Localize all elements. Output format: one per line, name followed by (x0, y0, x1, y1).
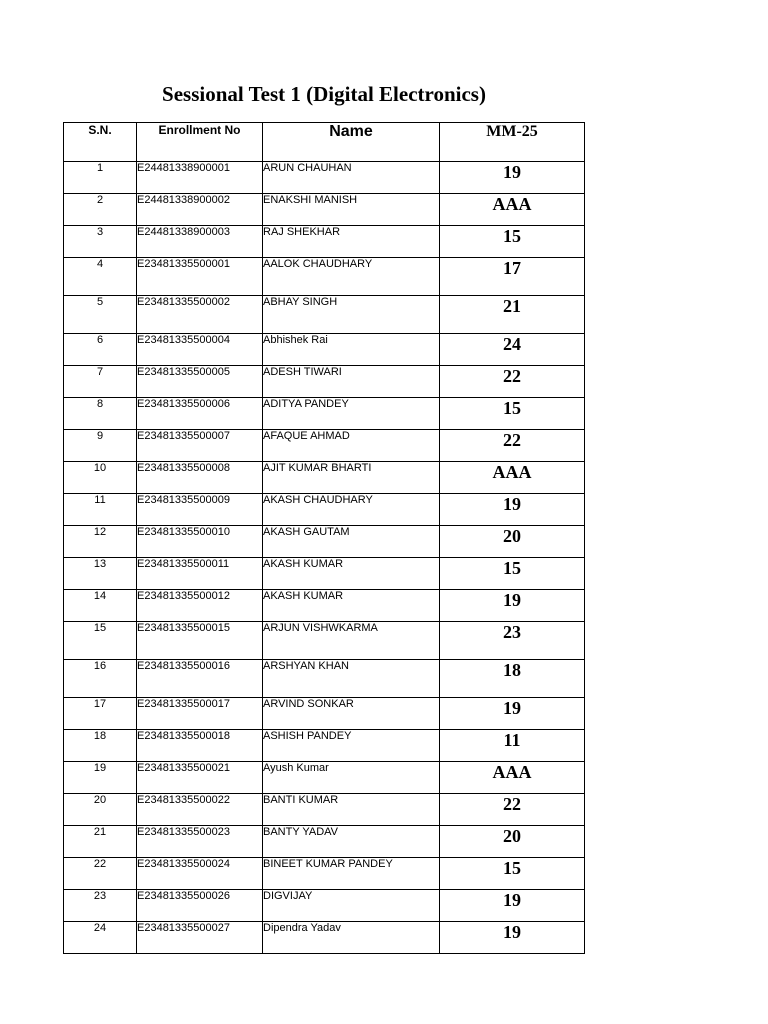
cell-sn: 22 (64, 858, 137, 890)
header-sn: S.N. (64, 123, 137, 162)
cell-enrollment: E23481335500017 (137, 698, 263, 730)
table-row (64, 226, 585, 258)
cell-enrollment: E24481338900002 (137, 194, 263, 226)
cell-name: ARUN CHAUHAN (263, 162, 440, 194)
table-row (64, 430, 585, 462)
cell-marks: 19 (440, 494, 585, 526)
cell-marks: 19 (440, 590, 585, 622)
table-row (64, 558, 585, 590)
cell-sn: 20 (64, 794, 137, 826)
cell-enrollment: E23481335500007 (137, 430, 263, 462)
table-row (64, 462, 585, 494)
cell-name: ARSHYAN KHAN (263, 660, 440, 698)
cell-marks: AAA (440, 194, 585, 226)
cell-sn: 4 (64, 258, 137, 296)
cell-sn: 8 (64, 398, 137, 430)
table-row (64, 890, 585, 922)
cell-marks: 15 (440, 558, 585, 590)
cell-enrollment: E23481335500006 (137, 398, 263, 430)
cell-sn: 18 (64, 730, 137, 762)
cell-sn: 10 (64, 462, 137, 494)
cell-sn: 12 (64, 526, 137, 558)
cell-enrollment: E23481335500021 (137, 762, 263, 794)
cell-name: Abhishek Rai (263, 334, 440, 366)
table-row (64, 826, 585, 858)
header-marks: MM-25 (440, 123, 585, 162)
cell-marks: 22 (440, 366, 585, 398)
cell-marks: 20 (440, 526, 585, 558)
cell-name: BANTI KUMAR (263, 794, 440, 826)
header-enrollment: Enrollment No (137, 123, 263, 162)
table-row (64, 922, 585, 954)
cell-name: AKASH GAUTAM (263, 526, 440, 558)
cell-marks: 24 (440, 334, 585, 366)
cell-sn: 19 (64, 762, 137, 794)
cell-enrollment: E23481335500011 (137, 558, 263, 590)
table-row (64, 762, 585, 794)
cell-name: ENAKSHI MANISH (263, 194, 440, 226)
cell-name: AKASH KUMAR (263, 590, 440, 622)
table-row (64, 622, 585, 660)
table-row (64, 194, 585, 226)
cell-enrollment: E23481335500015 (137, 622, 263, 660)
cell-sn: 7 (64, 366, 137, 398)
cell-sn: 9 (64, 430, 137, 462)
cell-enrollment: E23481335500004 (137, 334, 263, 366)
table-row (64, 398, 585, 430)
table-row (64, 334, 585, 366)
cell-marks: AAA (440, 462, 585, 494)
cell-name: BINEET KUMAR PANDEY (263, 858, 440, 890)
header-name: Name (263, 123, 440, 162)
cell-marks: AAA (440, 762, 585, 794)
table-row (64, 590, 585, 622)
cell-name: ARJUN VISHWKARMA (263, 622, 440, 660)
cell-marks: 18 (440, 660, 585, 698)
cell-enrollment: E23481335500008 (137, 462, 263, 494)
cell-enrollment: E23481335500024 (137, 858, 263, 890)
cell-sn: 2 (64, 194, 137, 226)
cell-enrollment: E23481335500026 (137, 890, 263, 922)
cell-enrollment: E23481335500009 (137, 494, 263, 526)
cell-name: Ayush Kumar (263, 762, 440, 794)
cell-name: AKASH KUMAR (263, 558, 440, 590)
cell-marks: 19 (440, 162, 585, 194)
cell-name: ABHAY SINGH (263, 296, 440, 334)
header-row (64, 123, 585, 162)
marks-table (63, 122, 585, 954)
cell-enrollment: E23481335500002 (137, 296, 263, 334)
cell-sn: 23 (64, 890, 137, 922)
sheet-title: Sessional Test 1 (Digital Electronics) (162, 82, 486, 106)
cell-enrollment: E23481335500018 (137, 730, 263, 762)
cell-name: Dipendra Yadav (263, 922, 440, 954)
cell-sn: 16 (64, 660, 137, 698)
cell-name: ASHISH PANDEY (263, 730, 440, 762)
table-row (64, 660, 585, 698)
table-row (64, 698, 585, 730)
cell-marks: 22 (440, 794, 585, 826)
cell-enrollment: E24481338900001 (137, 162, 263, 194)
cell-marks: 15 (440, 398, 585, 430)
cell-name: ARVIND SONKAR (263, 698, 440, 730)
cell-enrollment: E23481335500027 (137, 922, 263, 954)
cell-name: AALOK CHAUDHARY (263, 258, 440, 296)
cell-sn: 24 (64, 922, 137, 954)
cell-marks: 19 (440, 890, 585, 922)
cell-name: DIGVIJAY (263, 890, 440, 922)
cell-marks: 19 (440, 922, 585, 954)
cell-sn: 11 (64, 494, 137, 526)
cell-marks: 15 (440, 858, 585, 890)
table-row (64, 794, 585, 826)
cell-sn: 21 (64, 826, 137, 858)
table-row (64, 366, 585, 398)
cell-marks: 11 (440, 730, 585, 762)
cell-name: RAJ SHEKHAR (263, 226, 440, 258)
table-row (64, 526, 585, 558)
cell-enrollment: E23481335500010 (137, 526, 263, 558)
cell-enrollment: E23481335500012 (137, 590, 263, 622)
cell-sn: 14 (64, 590, 137, 622)
cell-marks: 17 (440, 258, 585, 296)
cell-marks: 19 (440, 698, 585, 730)
cell-name: BANTY YADAV (263, 826, 440, 858)
cell-name: ADITYA PANDEY (263, 398, 440, 430)
cell-sn: 6 (64, 334, 137, 366)
cell-sn: 15 (64, 622, 137, 660)
cell-enrollment: E23481335500016 (137, 660, 263, 698)
cell-name: ADESH TIWARI (263, 366, 440, 398)
table-row (64, 730, 585, 762)
table-row (64, 258, 585, 296)
cell-marks: 15 (440, 226, 585, 258)
cell-sn: 1 (64, 162, 137, 194)
cell-sn: 17 (64, 698, 137, 730)
cell-sn: 3 (64, 226, 137, 258)
cell-name: AJIT KUMAR BHARTI (263, 462, 440, 494)
cell-enrollment: E23481335500022 (137, 794, 263, 826)
table-row (64, 494, 585, 526)
cell-name: AFAQUE AHMAD (263, 430, 440, 462)
table-row (64, 296, 585, 334)
cell-enrollment: E24481338900003 (137, 226, 263, 258)
table-row (64, 162, 585, 194)
cell-sn: 5 (64, 296, 137, 334)
cell-enrollment: E23481335500001 (137, 258, 263, 296)
cell-marks: 22 (440, 430, 585, 462)
cell-sn: 13 (64, 558, 137, 590)
cell-enrollment: E23481335500005 (137, 366, 263, 398)
cell-name: AKASH CHAUDHARY (263, 494, 440, 526)
cell-marks: 20 (440, 826, 585, 858)
cell-marks: 23 (440, 622, 585, 660)
cell-marks: 21 (440, 296, 585, 334)
cell-enrollment: E23481335500023 (137, 826, 263, 858)
table-row (64, 858, 585, 890)
